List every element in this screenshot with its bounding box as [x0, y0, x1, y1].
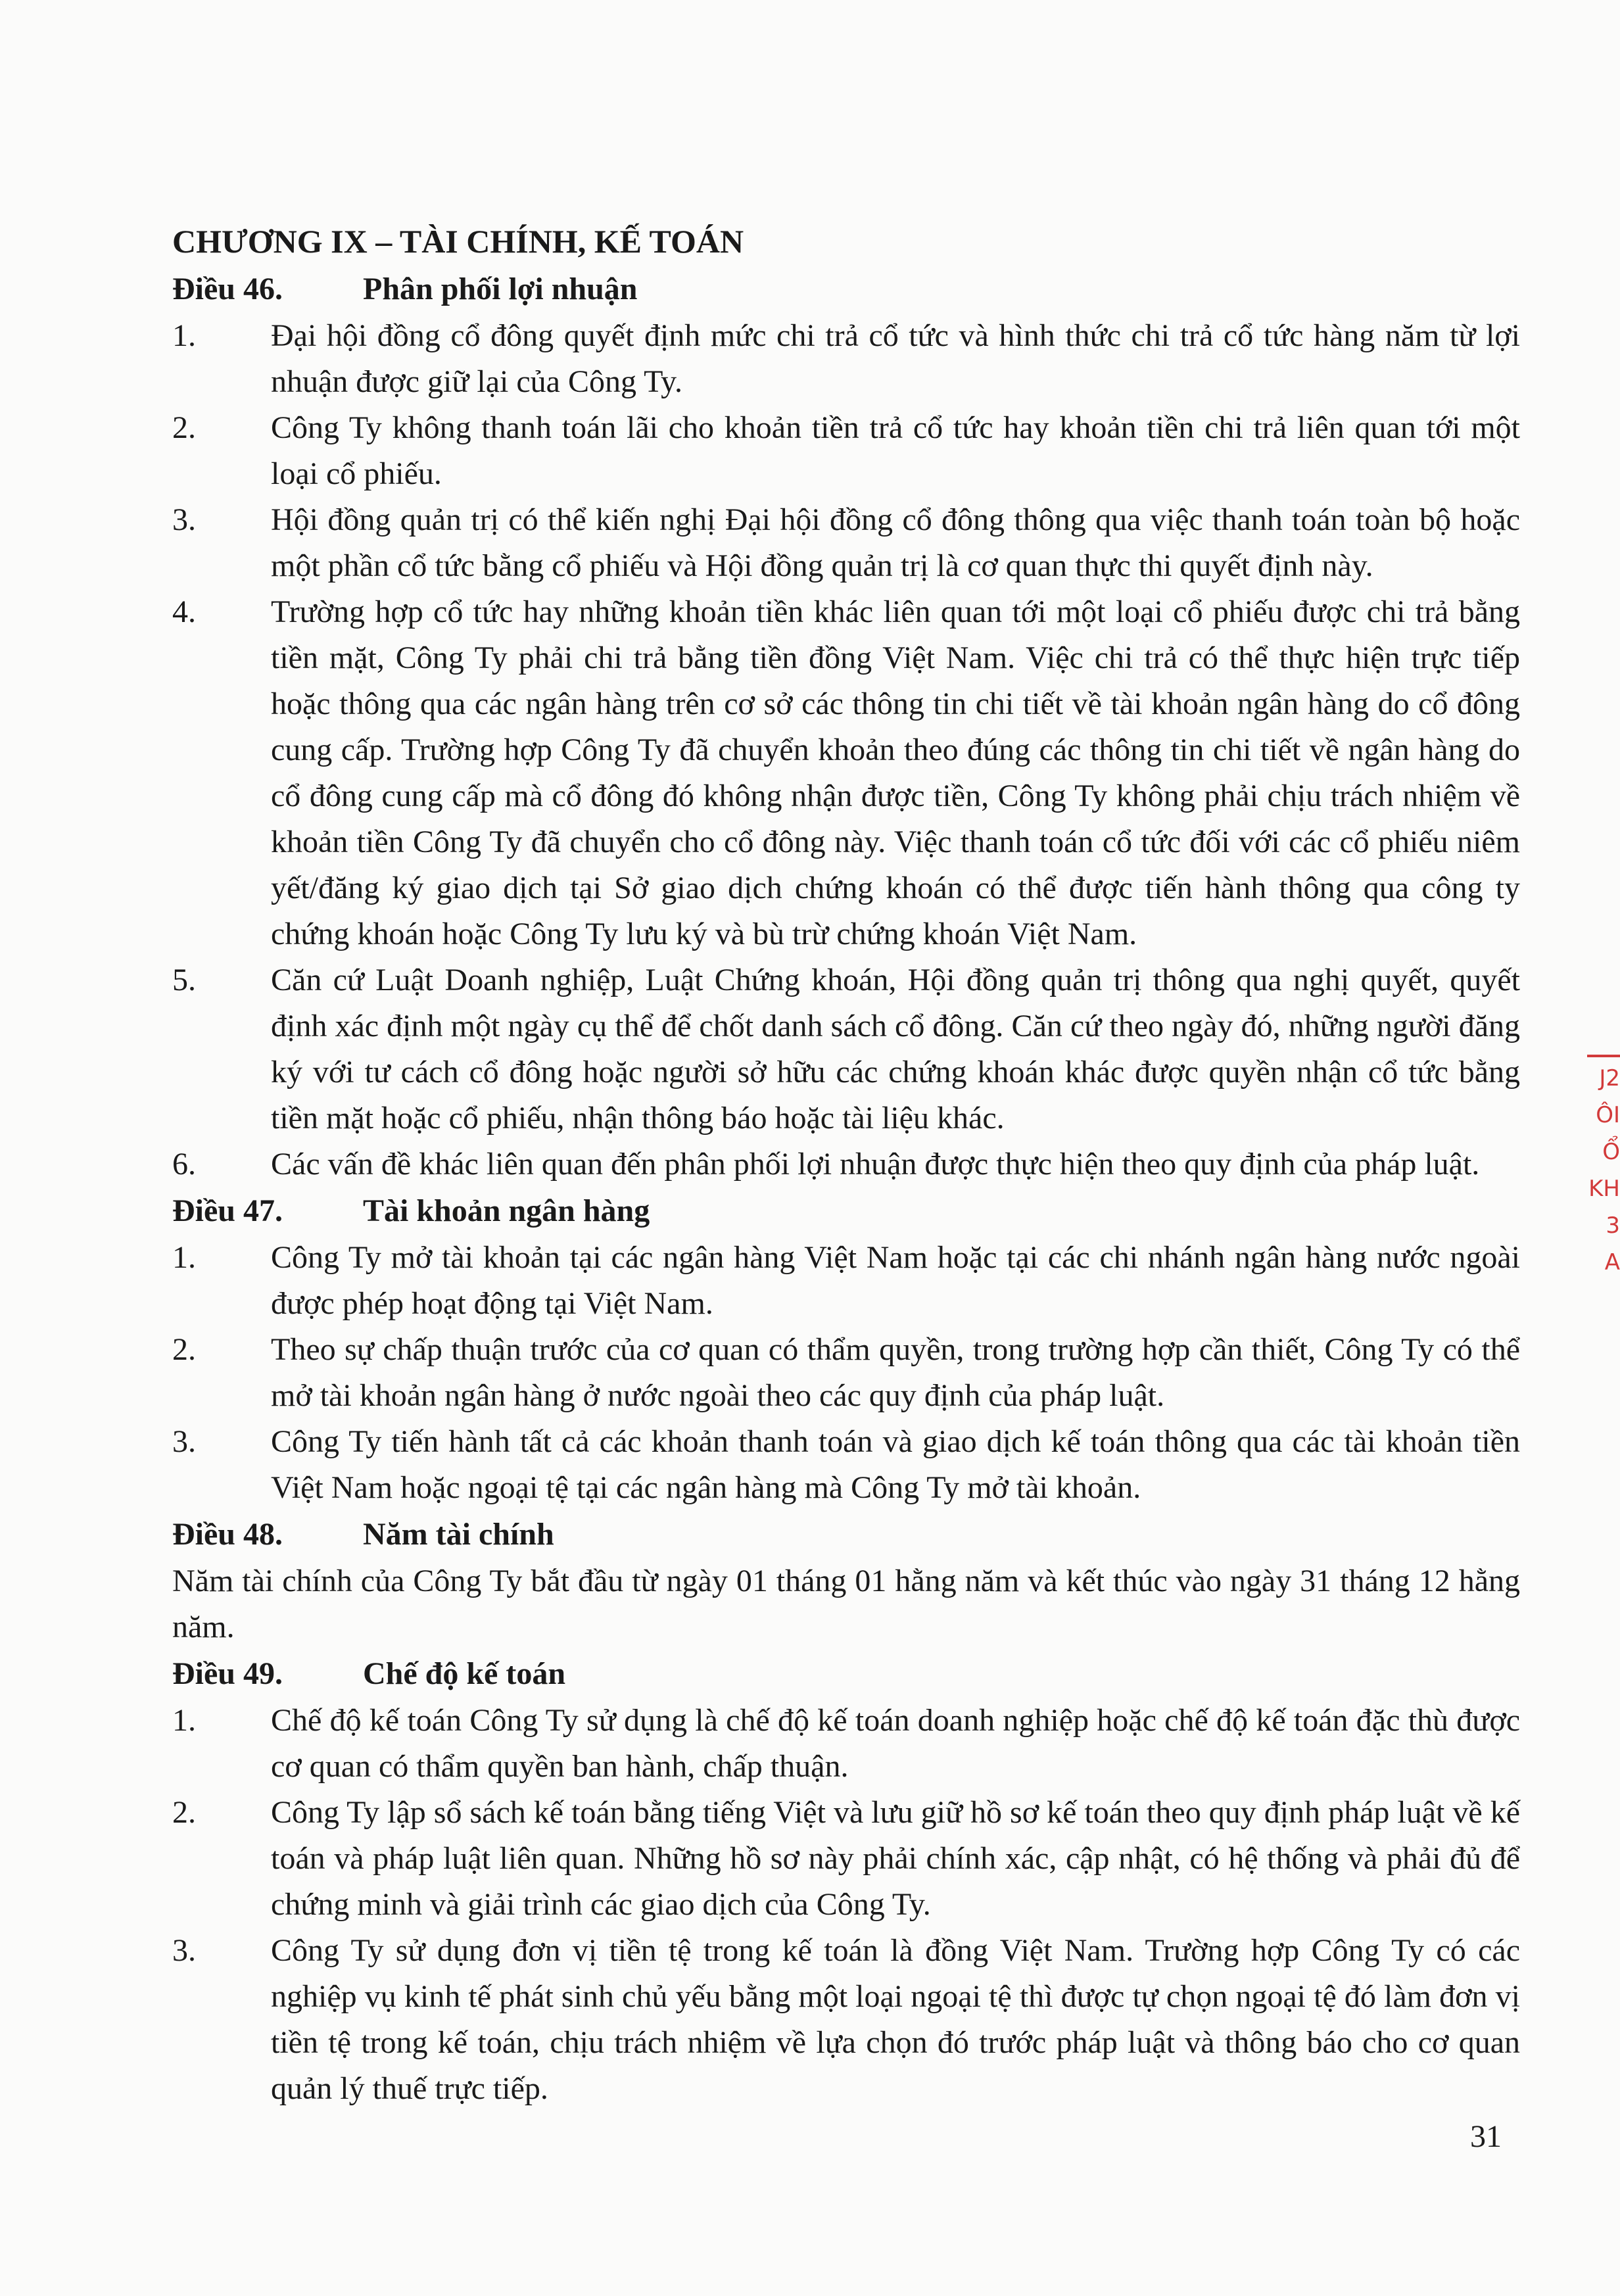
- list-item: [172, 1928, 1520, 2112]
- article-47: [172, 1187, 1520, 1511]
- item-number: 3.: [172, 1933, 196, 1968]
- article-49: [172, 1650, 1520, 2112]
- article-heading: [172, 1650, 1520, 1698]
- article-heading: [172, 266, 1520, 313]
- list-item: [172, 589, 1520, 957]
- article-title: Phân phối lợi nhuận: [363, 272, 638, 306]
- article-number: Điều 46.: [172, 272, 283, 306]
- article-title: Chế độ kế toán: [363, 1656, 566, 1691]
- list-item: [172, 1327, 1520, 1419]
- stamp-text: KH: [1588, 1176, 1620, 1202]
- item-text: Công Ty không thanh toán lãi cho khoản tiền trả cổ tức hay khoản tiền chi trả liên quan tới một loại cổ phiếu.: [271, 410, 1520, 491]
- stamp-text: A: [1604, 1249, 1620, 1276]
- item-number: 1.: [172, 318, 196, 353]
- list-item: [172, 1235, 1520, 1327]
- seal-stamp-fragment: [1581, 1052, 1620, 1276]
- article-title: Năm tài chính: [363, 1517, 554, 1552]
- article-46: [172, 266, 1520, 1187]
- item-text: Công Ty lập sổ sách kế toán bằng tiếng Việt và lưu giữ hồ sơ kế toán theo quy định pháp luật về kế toán và pháp luật liên quan. Những hồ sơ này phải chính xác, cập nhật, có hệ thống và phải đủ để chứng minh và giải trình các giao dịch của Công Ty.: [271, 1795, 1520, 1922]
- article-heading: [172, 1187, 1520, 1235]
- list-item: [172, 405, 1520, 497]
- list-item: [172, 1141, 1520, 1187]
- list-item: [172, 957, 1520, 1141]
- article-number: Điều 49.: [172, 1656, 283, 1691]
- item-number: 5.: [172, 963, 196, 997]
- item-text: Chế độ kế toán Công Ty sử dụng là chế độ kế toán doanh nghiệp hoặc chế độ kế toán đặc thù được cơ quan có thẩm quyền ban hành, chấp thuận.: [271, 1703, 1520, 1784]
- item-text: Công Ty sử dụng đơn vị tiền tệ trong kế toán là đồng Việt Nam. Trường hợp Công Ty có các nghiệp vụ kinh tế phát sinh chủ yếu bằng một loại ngoại tệ thì được tự chọn ngoại tệ đó làm đơn vị tiền tệ trong kế toán, chịu trách nhiệm về lựa chọn đó trước pháp luật và thông báo cho cơ quan quản lý thuế trực tiếp.: [271, 1933, 1520, 2106]
- item-number: 4.: [172, 594, 196, 629]
- item-number: 2.: [172, 1795, 196, 1830]
- item-text: Căn cứ Luật Doanh nghiệp, Luật Chứng khoán, Hội đồng quản trị thông qua nghị quyết, quyết định xác định một ngày cụ thể để chốt danh sách cổ đông. Căn cứ theo ngày đó, những người đăng ký với tư cách cổ đông hoặc người sở hữu các chứng khoán khác được quyền nhận cổ tức bằng tiền mặt hoặc cổ phiếu, nhận thông báo hoặc tài liệu khác.: [271, 963, 1520, 1136]
- chapter-title: CHƯƠNG IX – TÀI CHÍNH, KẾ TOÁN: [172, 223, 744, 260]
- item-text: Trường hợp cổ tức hay những khoản tiền khác liên quan tới một loại cổ phiếu được chi trả bằng tiền mặt, Công Ty phải chi trả bằng tiền đồng Việt Nam. Việc chi trả có thể thực hiện trực tiếp hoặc thông qua các ngân hàng trên cơ sở các thông tin chi tiết về tài khoản ngân hàng do cổ đông cung cấp. Trường hợp Công Ty đã chuyển khoản theo đúng các thông tin chi tiết về ngân hàng do cổ đông cung cấp mà cổ đông đó không nhận được tiền, Công Ty không phải chịu trách nhiệm về khoản tiền Công Ty đã chuyển cho cổ đông này. Việc thanh toán cổ tức đối với các cổ phiếu niêm yết/đăng ký giao dịch tại Sở giao dịch chứng khoán có thể được tiến hành thông qua công ty chứng khoán hoặc Công Ty lưu ký và bù trừ chứng khoán Việt Nam.: [271, 594, 1520, 951]
- stamp-text: J2: [1599, 1065, 1620, 1091]
- stamp-text: Ổ: [1602, 1139, 1620, 1165]
- list-item: [172, 1698, 1520, 1790]
- item-text: Đại hội đồng cổ đông quyết định mức chi trả cổ tức và hình thức chi trả cổ tức hàng năm từ lợi nhuận được giữ lại của Công Ty.: [271, 318, 1520, 399]
- item-text: Công Ty tiến hành tất cả các khoản thanh toán và giao dịch kế toán thông qua các tài khoản tiền Việt Nam hoặc ngoại tệ tại các ngân hàng mà Công Ty mở tài khoản.: [271, 1424, 1520, 1505]
- item-text: Các vấn đề khác liên quan đến phân phối lợi nhuận được thực hiện theo quy định của pháp luật.: [271, 1147, 1480, 1182]
- list-item: [172, 497, 1520, 589]
- stamp-text: 3: [1606, 1212, 1620, 1239]
- article-title: Tài khoản ngân hàng: [363, 1193, 650, 1228]
- stamp-line: [1587, 1055, 1620, 1057]
- item-number: 1.: [172, 1703, 196, 1738]
- page-number: 31: [1470, 2119, 1502, 2154]
- article-paragraph: Năm tài chính của Công Ty bắt đầu từ ngày 01 tháng 01 hằng năm và kết thúc vào ngày 31 tháng 12 hằng năm.: [172, 1564, 1520, 1644]
- item-text: Công Ty mở tài khoản tại các ngân hàng Việt Nam hoặc tại các chi nhánh ngân hàng nước ngoài được phép hoạt động tại Việt Nam.: [271, 1240, 1520, 1321]
- document-page: [172, 217, 1520, 2112]
- article-48: [172, 1511, 1520, 1650]
- article-number: Điều 47.: [172, 1193, 283, 1228]
- item-number: 6.: [172, 1147, 196, 1182]
- item-number: 1.: [172, 1240, 196, 1275]
- stamp-text: ÔI: [1596, 1102, 1620, 1128]
- list-item: [172, 1790, 1520, 1928]
- item-number: 3.: [172, 502, 196, 537]
- item-number: 3.: [172, 1424, 196, 1459]
- item-text: Hội đồng quản trị có thể kiến nghị Đại hội đồng cổ đông thông qua việc thanh toán toàn bộ hoặc một phần cổ tức bằng cổ phiếu và Hội đồng quản trị là cơ quan thực thi quyết định này.: [271, 502, 1520, 583]
- article-number: Điều 48.: [172, 1517, 283, 1552]
- item-number: 2.: [172, 1332, 196, 1367]
- article-heading: [172, 1511, 1520, 1558]
- item-text: Theo sự chấp thuận trước của cơ quan có thẩm quyền, trong trường hợp cần thiết, Công Ty có thể mở tài khoản ngân hàng ở nước ngoài theo các quy định của pháp luật.: [271, 1332, 1520, 1413]
- item-number: 2.: [172, 410, 196, 445]
- list-item: [172, 313, 1520, 405]
- list-item: [172, 1419, 1520, 1511]
